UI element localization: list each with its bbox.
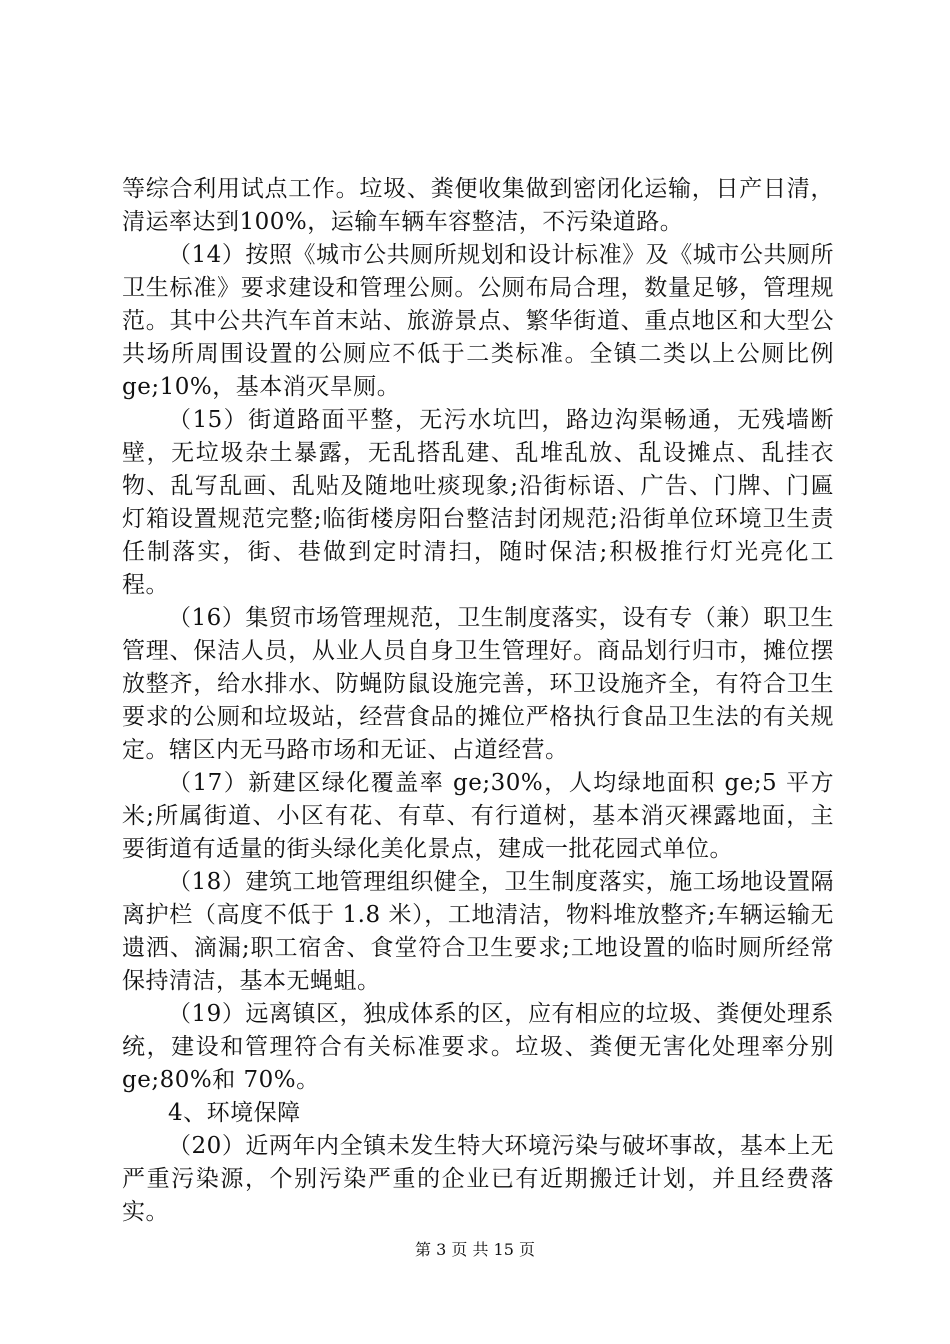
paragraph-item-17: （17）新建区绿化覆盖率 ge;30%，人均绿地面积 ge;5 平方米;所属街道、小区有花、有草、有行道树，基本消灭裸露地面，主要街道有适量的街头绿化美化景点，建成一批花园式单位。 — [122, 770, 834, 862]
paragraph-item-19: （19）远离镇区，独成体系的区，应有相应的垃圾、粪便处理系统，建设和管理符合有关标准要求。垃圾、粪便无害化处理率分别 ge;80%和 70%。 — [122, 1001, 834, 1093]
paragraph-item-20: （20）近两年内全镇未发生特大环境污染与破坏事故，基本上无严重污染源，个别污染严重的企业已有近期搬迁计划，并且经费落实。 — [122, 1133, 834, 1225]
page-footer — [0, 1240, 950, 1260]
page-number-label: 第 3 页 共 15 页 — [415, 1240, 535, 1259]
paragraph-item-18: （18）建筑工地管理组织健全，卫生制度落实，施工场地设置隔离护栏（高度不低于 1.8 米），工地清洁，物料堆放整齐;车辆运输无遗洒、滴漏;职工宿舍、食堂符合卫生要求;工地设置的临时厕所经常保持清洁，基本无蝇蛆。 — [122, 869, 834, 994]
paragraph-item-14: （14）按照《城市公共厕所规划和设计标准》及《城市公共厕所卫生标准》要求建设和管理公厕。公厕布局合理，数量足够，管理规范。其中公共汽车首末站、旅游景点、繁华街道、重点地区和大型公共场所周围设置的公厕应不低于二类标准。全镇二类以上公厕比例 ge;10%，基本消灭旱厕。 — [122, 242, 834, 400]
paragraph-item-15: （15）街道路面平整，无污水坑凹，路边沟渠畅通，无残墙断壁，无垃圾杂土暴露，无乱搭乱建、乱堆乱放、乱设摊点、乱挂衣物、乱写乱画、乱贴及随地吐痰现象;沿街标语、广告、门牌、门匾灯箱设置规范完整;临街楼房阳台整洁封闭规范;沿街单位环境卫生责任制落实，街、巷做到定时清扫，随时保洁;积极推行灯光亮化工程。 — [122, 407, 834, 598]
section-heading-environment: 4、环境保障 — [168, 1100, 301, 1126]
paragraph-continuation: 等综合利用试点工作。垃圾、粪便收集做到密闭化运输，日产日清，清运率达到100%，运输车辆车容整洁，不污染道路。 — [122, 176, 834, 235]
paragraph-item-16: （16）集贸市场管理规范，卫生制度落实，设有专（兼）职卫生管理、保洁人员，从业人员自身卫生管理好。商品划行归市，摊位摆放整齐，给水排水、防蝇防鼠设施完善，环卫设施齐全，有符合卫生要求的公厕和垃圾站，经营食品的摊位严格执行食品卫生法的有关规定。辖区内无马路市场和无证、占道经营。 — [122, 605, 834, 763]
document-body — [122, 173, 834, 1229]
